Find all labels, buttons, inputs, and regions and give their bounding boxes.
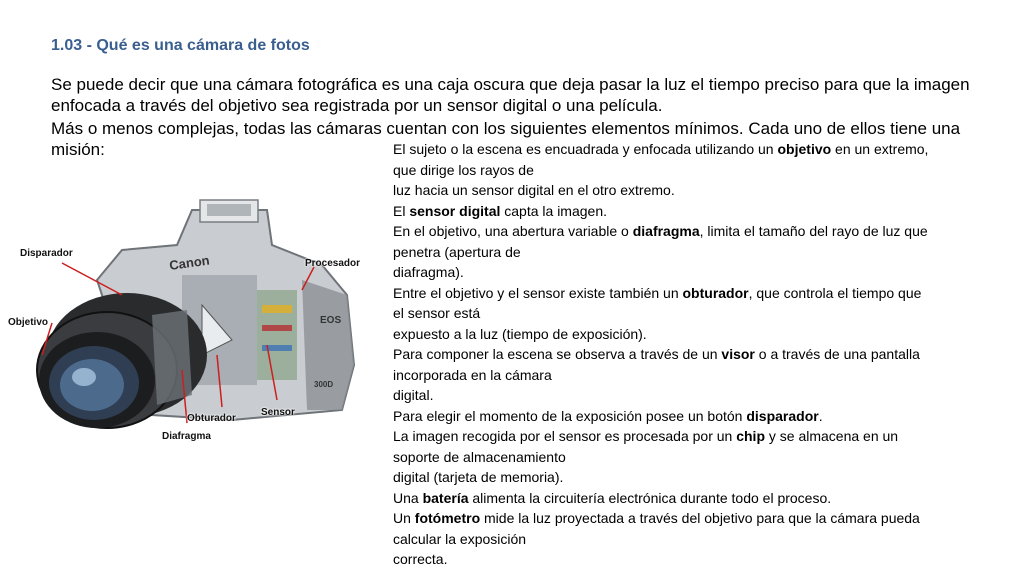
line-text: .: [818, 407, 823, 424]
line-text: mide la luz proyectada a través del objetivo para que la cámara pueda: [480, 510, 920, 526]
description-line: [393, 324, 1008, 345]
line-text: alimenta la circuitería electrónica durante todo el proceso.: [468, 489, 832, 506]
line-text: La imagen recogida por el sensor es procesada por un: [393, 428, 737, 444]
line-text: digital (tarjeta de memoria).: [393, 469, 564, 485]
label-objetivo: Objetivo: [8, 317, 49, 328]
key-term: visor: [721, 346, 755, 362]
description-line: [393, 447, 1008, 468]
description-line: [393, 508, 1008, 529]
description-line: [393, 344, 1008, 365]
key-term: batería: [422, 489, 469, 506]
elements-paragraph: Más o menos complejas, todas las cámaras cuentan con los siguientes elementos mínimos. Cada uno de ellos tiene una misión:: [51, 119, 961, 159]
line-text: incorporada en la cámara: [393, 366, 552, 383]
line-text: El sujeto o la escena es encuadrada y enfocada utilizando un: [393, 141, 778, 157]
description-line: [393, 139, 1008, 160]
label-diafragma: Diafragma: [162, 431, 211, 442]
key-term: disparador: [746, 407, 819, 424]
badge-text: 300D: [314, 380, 334, 389]
line-text: , limita el tamaño del rayo de luz que: [699, 223, 928, 239]
line-text: En el objetivo, una abertura variable o: [393, 223, 633, 239]
label-disparador: Disparador: [20, 248, 73, 259]
camera-cutaway-figure: [2, 195, 382, 450]
line-text: que dirige los rayos de: [393, 161, 534, 178]
line-text: o a través de una pantalla: [754, 346, 920, 362]
key-term: objetivo: [777, 141, 832, 157]
description-line: [393, 303, 1008, 324]
line-text: Para componer la escena se observa a través de un: [393, 346, 722, 362]
intro-paragraph: Se puede decir que una cámara fotográfica es una caja oscura que deja pasar la luz el tiempo preciso para que la imagen enfocada a través del objetivo sea registrada por un sensor digital o una película.: [51, 75, 970, 115]
camera-elements-description: [393, 139, 1008, 570]
key-term: obturador: [682, 284, 749, 301]
description-line: [393, 365, 1008, 386]
description-line: [393, 385, 1008, 406]
line-text: luz hacia un sensor digital en el otro extremo.: [393, 182, 675, 198]
description-line: [393, 406, 1008, 427]
line-text: Entre el objetivo y el sensor existe también un: [393, 284, 683, 301]
description-line: [393, 262, 1008, 283]
label-procesador: Procesador: [305, 258, 361, 269]
line-text: diafragma).: [393, 264, 464, 280]
description-line: [393, 426, 1008, 447]
label-sensor: Sensor: [261, 407, 295, 418]
line-text: Una: [393, 489, 423, 506]
key-term: sensor digital: [409, 202, 501, 219]
key-term: chip: [736, 428, 765, 444]
line-text: penetra (apertura de: [393, 243, 521, 260]
description-line: [393, 160, 1008, 181]
line-text: y se almacena en un: [765, 428, 899, 444]
line-text: capta la imagen.: [500, 202, 607, 219]
line-text: El: [393, 202, 410, 219]
key-term: fotómetro: [414, 510, 481, 526]
line-text: , que controla el tiempo que: [748, 284, 922, 301]
line-text: soporte de almacenamiento: [393, 448, 566, 465]
description-line: [393, 180, 1008, 201]
label-obturador: Obturador: [187, 413, 236, 424]
line-text: calcular la exposición: [393, 530, 527, 547]
line-text: expuesto a la luz (tiempo de exposición).: [393, 325, 647, 342]
line-text: correcta.: [393, 551, 448, 567]
model-text: EOS: [320, 315, 342, 326]
description-line: [393, 201, 1008, 222]
description-line: [393, 221, 1008, 242]
slide-title: 1.03 - Qué es una cámara de fotos: [51, 37, 310, 54]
line-text: digital.: [393, 387, 434, 403]
description-line: [393, 283, 1008, 304]
description-line: [393, 488, 1008, 509]
description-line: [393, 549, 1008, 570]
description-line: [393, 529, 1008, 550]
key-term: diafragma: [632, 223, 700, 239]
line-text: el sensor está: [393, 305, 481, 321]
line-text: Un: [393, 510, 415, 526]
line-text: Para elegir el momento de la exposición posee un botón: [393, 407, 747, 424]
description-line: [393, 242, 1008, 263]
brand-text: Canon: [168, 252, 211, 273]
camera-illustration: [2, 195, 382, 450]
line-text: en un extremo,: [831, 141, 929, 157]
description-line: [393, 467, 1008, 488]
